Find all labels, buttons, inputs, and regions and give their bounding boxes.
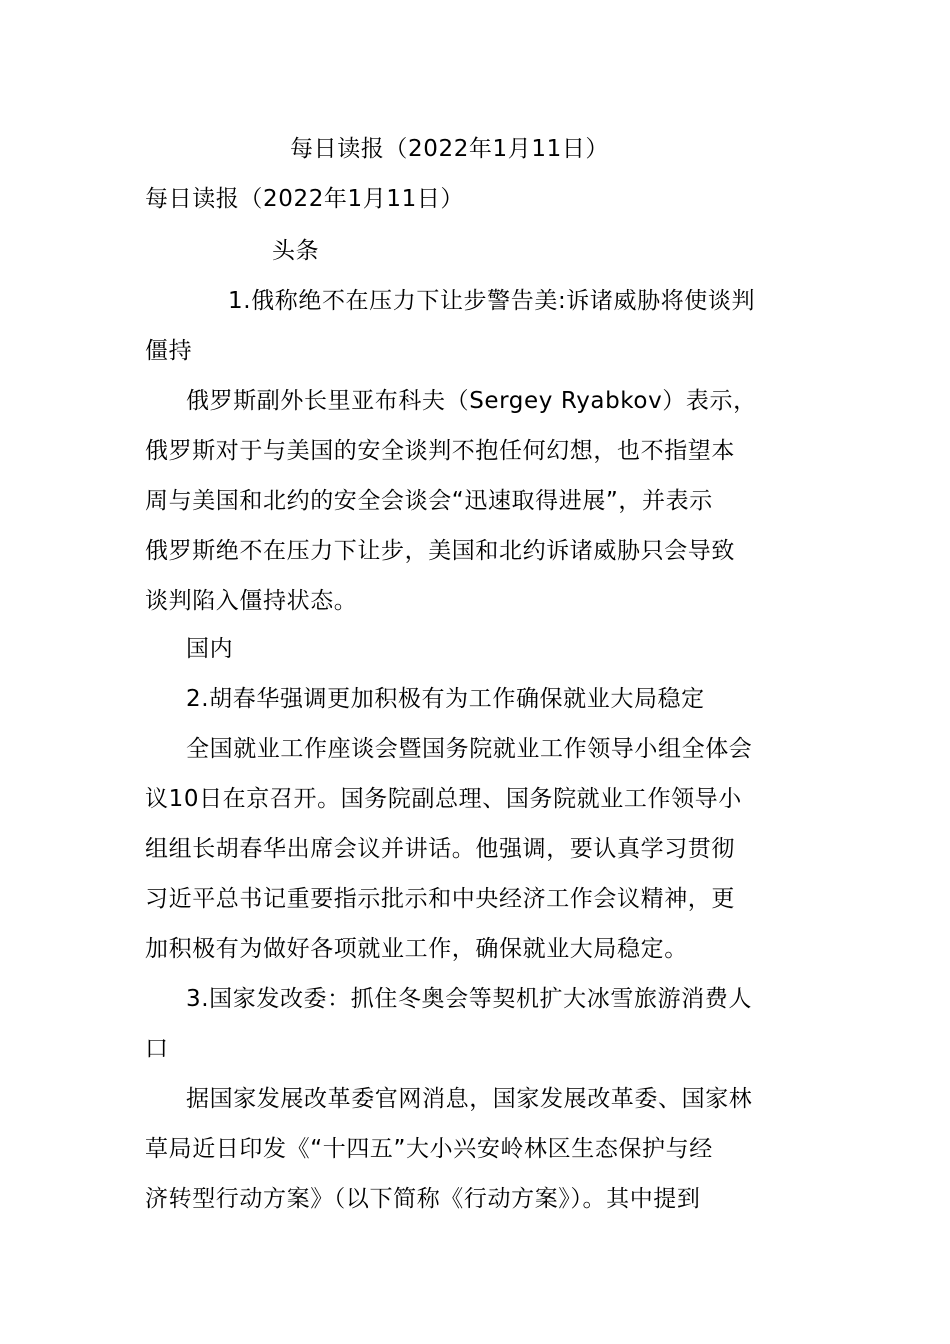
item1-heading-line1: 1.俄称绝不在压力下让步警告美:诉诸威胁将使谈判 xyxy=(228,288,756,314)
item3-heading-line1: 3.国家发改委：抓住冬奥会等契机扩大冰雪旅游消费人 xyxy=(186,986,752,1012)
document-subtitle: 每日读报（2022年1月11日） xyxy=(145,186,465,212)
item3-paragraph-line: 济转型行动方案》（以下简称《行动方案》）。其中提到 xyxy=(145,1186,701,1212)
item2-heading: 2.胡春华强调更加积极有为工作确保就业大局稳定 xyxy=(186,686,705,712)
item3-heading-line2: 口 xyxy=(145,1036,169,1062)
section-domestic-label: 国内 xyxy=(186,636,234,662)
item1-heading-line2: 僵持 xyxy=(145,338,193,364)
item2-paragraph-line: 加积极有为做好各项就业工作，确保就业大局稳定。 xyxy=(145,936,688,962)
item2-paragraph-line: 全国就业工作座谈会暨国务院就业工作领导小组全体会 xyxy=(186,736,753,762)
item2-paragraph-line: 习近平总书记重要指示批示和中央经济工作会议精神，更 xyxy=(145,886,735,912)
item2-paragraph-line: 议10日在京召开。国务院副总理、国务院就业工作领导小 xyxy=(145,786,742,812)
item3-paragraph-line: 据国家发展改革委官网消息，国家发展改革委、国家林 xyxy=(186,1086,753,1112)
item1-paragraph-line: 周与美国和北约的安全会谈会“迅速取得进展”，并表示 xyxy=(145,488,713,514)
item1-paragraph-line: 谈判陷入僵持状态。 xyxy=(145,588,358,614)
item1-paragraph-line: 俄罗斯副外长里亚布科夫（Sergey Ryabkov）表示， xyxy=(186,388,757,414)
section-headline-label: 头条 xyxy=(272,238,320,264)
item3-paragraph-line: 草局近日印发《“十四五”大小兴安岭林区生态保护与经 xyxy=(145,1136,713,1162)
item1-paragraph-line: 俄罗斯绝不在压力下让步，美国和北约诉诸威胁只会导致 xyxy=(145,538,735,564)
item1-paragraph-line: 俄罗斯对于与美国的安全谈判不抱任何幻想，也不指望本 xyxy=(145,438,735,464)
document-title: 每日读报（2022年1月11日） xyxy=(290,136,610,162)
item2-paragraph-line: 组组长胡春华出席会议并讲话。他强调，要认真学习贯彻 xyxy=(145,836,735,862)
